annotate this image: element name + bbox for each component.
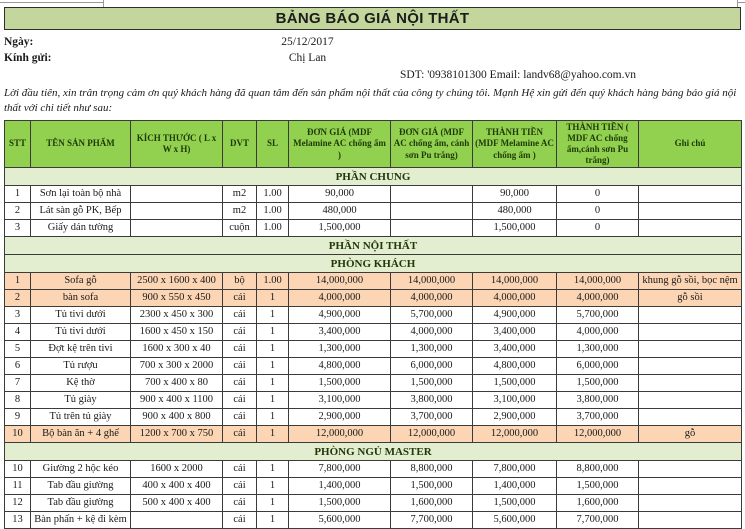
cell-product-name: Bộ bàn ăn + 4 ghế [31, 426, 131, 443]
cell-unit-price-melamine: 4,000,000 [289, 290, 391, 307]
cell-qty: 1 [257, 358, 289, 375]
table-row [5, 186, 742, 203]
cell-unit-price-melamine: 1,300,000 [289, 341, 391, 358]
section-header-label: PHÒNG KHÁCH [5, 255, 742, 273]
cell-stt: 12 [5, 495, 31, 512]
cell-unit: bộ [223, 273, 257, 290]
cell-size [131, 186, 223, 203]
cell-qty: 1.00 [257, 186, 289, 203]
document-title [4, 7, 741, 30]
cell-total-pu: 5,700,000 [557, 307, 639, 324]
table-row [5, 341, 742, 358]
cell-total-melamine: 1,400,000 [473, 478, 557, 495]
cell-product-name: Tủ giày [31, 392, 131, 409]
col-header-note: Ghi chú [639, 121, 742, 168]
table-row [5, 512, 742, 529]
cell-unit: cuộn [223, 220, 257, 237]
cell-size [131, 512, 223, 529]
cell-total-melamine: 3,400,000 [473, 324, 557, 341]
page-break-mark [0, 2, 104, 3]
cell-stt: 10 [5, 426, 31, 443]
cell-note [639, 512, 742, 529]
page-break-mark [737, 2, 745, 3]
cell-total-melamine: 480,000 [473, 203, 557, 220]
cell-note [639, 324, 742, 341]
col-header-qty: SL [257, 121, 289, 168]
cell-stt: 2 [5, 203, 31, 220]
cell-total-pu: 1,500,000 [557, 478, 639, 495]
cell-product-name: bàn sofa [31, 290, 131, 307]
cell-total-melamine: 1,500,000 [473, 220, 557, 237]
cell-unit: m2 [223, 203, 257, 220]
intro-line-2: thất với chi tiết như sau: [4, 102, 113, 114]
cell-note [639, 203, 742, 220]
cell-unit-price-pu [391, 220, 473, 237]
intro-paragraph [4, 86, 744, 116]
cell-total-pu: 8,800,000 [557, 461, 639, 478]
col-header-total-melamine: THÀNH TIỀN (MDF Melamine AC chống ẩm ) [473, 121, 557, 168]
cell-unit-price-melamine: 14,000,000 [289, 273, 391, 290]
col-header-product: TÊN SẢN PHẨM [31, 121, 131, 168]
section-header-row [5, 443, 742, 461]
cell-unit-price-pu: 8,800,000 [391, 461, 473, 478]
cell-qty: 1 [257, 324, 289, 341]
cell-unit-price-pu: 6,000,000 [391, 358, 473, 375]
cell-unit: cái [223, 495, 257, 512]
cell-note [639, 341, 742, 358]
cell-qty: 1 [257, 461, 289, 478]
cell-unit-price-melamine: 5,600,000 [289, 512, 391, 529]
table-row [5, 324, 742, 341]
cell-stt: 10 [5, 461, 31, 478]
cell-unit-price-pu: 3,800,000 [391, 392, 473, 409]
cell-stt: 8 [5, 392, 31, 409]
cell-unit-price-pu [391, 186, 473, 203]
cell-product-name: Kệ thờ [31, 375, 131, 392]
cell-note [639, 220, 742, 237]
cell-total-melamine: 7,800,000 [473, 461, 557, 478]
cell-unit-price-pu: 14,000,000 [391, 273, 473, 290]
cell-product-name: Đợt kệ trên tivi [31, 341, 131, 358]
col-header-size: KÍCH THƯỚC ( L x W x H) [131, 121, 223, 168]
cell-qty: 1 [257, 392, 289, 409]
cell-total-pu: 1,500,000 [557, 375, 639, 392]
cell-product-name: Giường 2 hộc kéo [31, 461, 131, 478]
table-row [5, 409, 742, 426]
cell-total-pu: 14,000,000 [557, 273, 639, 290]
cell-size [131, 220, 223, 237]
cell-unit-price-melamine: 480,000 [289, 203, 391, 220]
table-row [5, 273, 742, 290]
cell-unit-price-pu: 12,000,000 [391, 426, 473, 443]
cell-stt: 5 [5, 341, 31, 358]
cell-unit: cái [223, 461, 257, 478]
table-row [5, 375, 742, 392]
cell-qty: 1 [257, 426, 289, 443]
cell-stt: 1 [5, 273, 31, 290]
cell-total-pu: 3,700,000 [557, 409, 639, 426]
cell-qty: 1 [257, 375, 289, 392]
cell-total-pu: 1,300,000 [557, 341, 639, 358]
cell-size: 1600 x 2000 [131, 461, 223, 478]
col-header-unit-price-pu: ĐƠN GIÁ (MDF AC chống ẩm, cánh sơn Pu trắng) [391, 121, 473, 168]
cell-total-melamine: 14,000,000 [473, 273, 557, 290]
cell-unit-price-melamine: 1,400,000 [289, 478, 391, 495]
cell-unit-price-pu: 4,000,000 [391, 290, 473, 307]
cell-total-pu: 12,000,000 [557, 426, 639, 443]
cell-size: 1200 x 700 x 750 [131, 426, 223, 443]
cell-note [639, 186, 742, 203]
cell-unit: cái [223, 307, 257, 324]
cell-size: 1600 x 300 x 40 [131, 341, 223, 358]
cell-size: 2500 x 1600 x 400 [131, 273, 223, 290]
cell-size: 2300 x 450 x 300 [131, 307, 223, 324]
cell-unit: cái [223, 341, 257, 358]
cell-unit-price-pu: 1,500,000 [391, 375, 473, 392]
cell-unit-price-melamine: 4,800,000 [289, 358, 391, 375]
cell-total-melamine: 1,500,000 [473, 375, 557, 392]
section-header-label: PHÒNG NGỦ MASTER [5, 443, 742, 461]
cell-note: gỗ sồi [639, 290, 742, 307]
cell-size: 500 x 400 x 400 [131, 495, 223, 512]
table-header-row [5, 121, 742, 168]
col-header-total-pu: THÀNH TIỀN ( MDF AC chống ẩm,cánh sơn Pu trắng) [557, 121, 639, 168]
cell-stt: 4 [5, 324, 31, 341]
quote-table-body [5, 168, 742, 529]
cell-unit: cái [223, 358, 257, 375]
cell-product-name: Sơn lại toàn bộ nhà [31, 186, 131, 203]
table-row [5, 290, 742, 307]
cell-total-melamine: 3,100,000 [473, 392, 557, 409]
table-row [5, 203, 742, 220]
document-title-text: BẢNG BÁO GIÁ NỘI THẤT [275, 10, 470, 27]
cell-unit: cái [223, 392, 257, 409]
cell-stt: 3 [5, 220, 31, 237]
cell-qty: 1.00 [257, 220, 289, 237]
cell-total-pu: 1,600,000 [557, 495, 639, 512]
cell-unit-price-melamine: 1,500,000 [289, 375, 391, 392]
cell-size: 700 x 400 x 80 [131, 375, 223, 392]
intro-line-1: Lời đầu tiên, xin trân trọng cảm ơn quý khách hàng đã quan tâm đến sản phẩm nội thất của công ty chúng tôi. Mạnh Hệ xin gửi đến quý khách hàng bảng báo giá nội [4, 87, 737, 99]
cell-unit-price-pu: 1,300,000 [391, 341, 473, 358]
cell-product-name: Bàn phấn + kệ đi kèm [31, 512, 131, 529]
cell-stt: 13 [5, 512, 31, 529]
cell-product-name: Lát sàn gỗ PK, Bếp [31, 203, 131, 220]
cell-unit-price-pu: 5,700,000 [391, 307, 473, 324]
cell-unit: cái [223, 409, 257, 426]
cell-size [131, 203, 223, 220]
cell-qty: 1.00 [257, 273, 289, 290]
date-label: Ngày: [4, 36, 34, 48]
cell-total-pu: 4,000,000 [557, 290, 639, 307]
contact-line: SDT: '0938101300 Email: landv68@yahoo.com.vn [400, 69, 636, 81]
cell-unit-price-melamine: 2,900,000 [289, 409, 391, 426]
recipient-label: Kính gửi: [4, 52, 52, 64]
cell-qty: 1 [257, 478, 289, 495]
col-header-stt: STT [5, 121, 31, 168]
cell-stt: 6 [5, 358, 31, 375]
cell-qty: 1 [257, 512, 289, 529]
cell-total-melamine: 4,000,000 [473, 290, 557, 307]
cell-total-pu: 4,000,000 [557, 324, 639, 341]
cell-stt: 7 [5, 375, 31, 392]
table-row [5, 426, 742, 443]
col-header-unit: DVT [223, 121, 257, 168]
cell-qty: 1 [257, 409, 289, 426]
cell-unit-price-melamine: 4,900,000 [289, 307, 391, 324]
cell-size: 900 x 400 x 800 [131, 409, 223, 426]
cell-total-pu: 0 [557, 186, 639, 203]
cell-total-melamine: 2,900,000 [473, 409, 557, 426]
cell-stt: 1 [5, 186, 31, 203]
cell-size: 900 x 400 x 1100 [131, 392, 223, 409]
cell-unit-price-pu: 1,500,000 [391, 478, 473, 495]
cell-note [639, 392, 742, 409]
cell-qty: 1 [257, 307, 289, 324]
cell-note: gỗ [639, 426, 742, 443]
cell-unit: cái [223, 478, 257, 495]
cell-note [639, 307, 742, 324]
cell-unit-price-melamine: 90,000 [289, 186, 391, 203]
cell-unit: cái [223, 375, 257, 392]
cell-size: 400 x 400 x 400 [131, 478, 223, 495]
cell-unit-price-pu: 4,000,000 [391, 324, 473, 341]
cell-total-pu: 3,800,000 [557, 392, 639, 409]
section-header-row [5, 237, 742, 255]
table-row [5, 392, 742, 409]
cell-product-name: Sofa gỗ [31, 273, 131, 290]
cell-product-name: Tủ rượu [31, 358, 131, 375]
cell-unit-price-melamine: 3,400,000 [289, 324, 391, 341]
cell-unit-price-pu: 3,700,000 [391, 409, 473, 426]
cell-stt: 11 [5, 478, 31, 495]
cell-unit-price-pu [391, 203, 473, 220]
section-header-row [5, 168, 742, 186]
section-header-row [5, 255, 742, 273]
cell-note [639, 478, 742, 495]
cell-product-name: Tab đầu giường [31, 478, 131, 495]
quote-table [4, 120, 742, 529]
cell-unit: cái [223, 426, 257, 443]
cell-unit-price-melamine: 1,500,000 [289, 220, 391, 237]
cell-unit: m2 [223, 186, 257, 203]
table-row [5, 358, 742, 375]
cell-unit-price-melamine: 7,800,000 [289, 461, 391, 478]
cell-size: 700 x 300 x 2000 [131, 358, 223, 375]
cell-product-name: Giấy dán tường [31, 220, 131, 237]
cell-stt: 2 [5, 290, 31, 307]
cell-total-melamine: 4,800,000 [473, 358, 557, 375]
table-row [5, 220, 742, 237]
cell-qty: 1 [257, 290, 289, 307]
cell-unit: cái [223, 512, 257, 529]
cell-total-melamine: 12,000,000 [473, 426, 557, 443]
cell-total-pu: 7,700,000 [557, 512, 639, 529]
recipient-value: Chị Lan [288, 52, 327, 64]
cell-qty: 1 [257, 495, 289, 512]
section-header-label: PHẦN NỘI THẤT [5, 237, 742, 255]
cell-total-melamine: 5,600,000 [473, 512, 557, 529]
table-row [5, 461, 742, 478]
cell-note [639, 461, 742, 478]
cell-product-name: Tủ tivi dưới [31, 324, 131, 341]
cell-total-melamine: 4,900,000 [473, 307, 557, 324]
cell-total-pu: 6,000,000 [557, 358, 639, 375]
cell-size: 900 x 550 x 450 [131, 290, 223, 307]
cell-note: khung gỗ sồi, bọc nệm [639, 273, 742, 290]
cell-total-melamine: 1,500,000 [473, 495, 557, 512]
cell-qty: 1.00 [257, 203, 289, 220]
cell-stt: 3 [5, 307, 31, 324]
cell-total-pu: 0 [557, 203, 639, 220]
cell-unit-price-melamine: 3,100,000 [289, 392, 391, 409]
cell-product-name: Tủ trên tủ giày [31, 409, 131, 426]
page-break-mark [103, 0, 104, 7]
cell-total-pu: 0 [557, 220, 639, 237]
table-row [5, 478, 742, 495]
cell-note [639, 358, 742, 375]
cell-unit-price-pu: 1,600,000 [391, 495, 473, 512]
cell-size: 1600 x 450 x 150 [131, 324, 223, 341]
cell-unit-price-pu: 7,700,000 [391, 512, 473, 529]
cell-unit-price-melamine: 1,500,000 [289, 495, 391, 512]
date-value: 25/12/2017 [281, 36, 334, 48]
cell-product-name: Tab đầu giường [31, 495, 131, 512]
cell-total-melamine: 90,000 [473, 186, 557, 203]
cell-unit-price-melamine: 12,000,000 [289, 426, 391, 443]
cell-total-melamine: 3,400,000 [473, 341, 557, 358]
table-row [5, 307, 742, 324]
cell-product-name: Tủ tivi dưới [31, 307, 131, 324]
cell-note [639, 375, 742, 392]
cell-qty: 1 [257, 341, 289, 358]
cell-unit: cái [223, 290, 257, 307]
section-header-label: PHẦN CHUNG [5, 168, 742, 186]
cell-note [639, 409, 742, 426]
cell-unit: cái [223, 324, 257, 341]
cell-stt: 9 [5, 409, 31, 426]
col-header-unit-price-melamine: ĐƠN GIÁ (MDF Melamine AC chống ẩm ) [289, 121, 391, 168]
